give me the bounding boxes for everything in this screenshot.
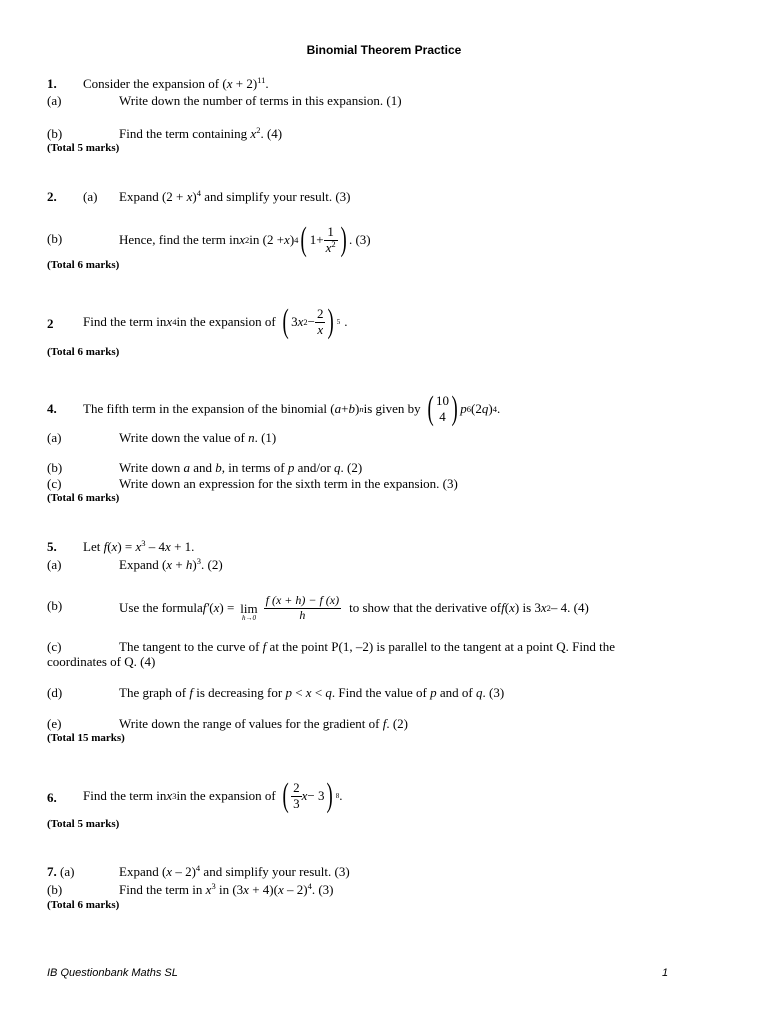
question-5b-label: (b) <box>47 598 63 613</box>
question-4a-text: Write down the value of n. (1) <box>119 430 277 445</box>
question-7a-text: Expand (x – 2)$^4$ and simplify your result. (3) <box>119 863 350 879</box>
question-4a-label: (a) <box>47 430 62 445</box>
question-7-total: (Total 6 marks) <box>47 899 120 911</box>
question-5b-text: Use the formula f′ ( x ) = lim h→0 $\frac{f (x + h) - f (x)}{h}$ to show that the derivative of f ( x ) is 3 x 2 – 4. (4) <box>119 592 589 622</box>
question-4-text: The fifth term in the expansion of the binomial ( a + b ) n is given by ( 10 4 ) p 6 (2 q ) 4 . <box>83 390 501 427</box>
question-4b-label: (b) <box>47 460 63 475</box>
right-paren: ) <box>328 303 335 340</box>
question-2b-label: (b) <box>47 231 63 246</box>
footer-source: IB Questionbank Maths SL <box>47 967 178 979</box>
question-4-total: (Total 6 marks) <box>47 492 120 504</box>
fraction: $\frac{1}{x^2}$ <box>325 223 336 255</box>
question-number: 4. <box>47 401 57 416</box>
question-5c-text: The tangent to the curve of f at the point P(1, –2) is parallel to the tangent at a point Q. Find the <box>119 639 616 654</box>
question-2a-label: (a) <box>83 189 98 204</box>
question-4b-text: Write down a and b, in terms of p and/or q. (2) <box>119 460 363 475</box>
question-1a-label: (a) <box>47 93 62 108</box>
question-5-stem: Let $f(x) = x^3 - 4x + 1$. <box>83 538 195 554</box>
left-paren: ( <box>427 390 434 427</box>
question-3-text: Find the term in x 4 in the expansion of ( 3 x 2 − $\frac{2}{x}$ ) 5 . <box>83 303 348 340</box>
limit: lim h→0 <box>240 601 258 622</box>
question-5d-label: (d) <box>47 685 63 700</box>
question-5c-label: (c) <box>47 639 62 654</box>
question-2a-text: Expand $(2 + x)^4$ and simplify your result. (3) <box>119 188 351 204</box>
question-2-total: (Total 6 marks) <box>47 259 120 271</box>
question-5a-text: Expand $(x + h)^3$. (2) <box>119 556 223 572</box>
question-1-text: Consider the expansion of $(x + 2)^{11}$. <box>83 75 269 91</box>
question-number: 2. <box>47 189 57 204</box>
difference-quotient: $\frac{f (x + h) - f (x)}{h}$ <box>265 592 340 622</box>
question-5e-label: (e) <box>47 716 62 731</box>
question-1b-text: Find the term containing $x^2$. (4) <box>119 125 283 141</box>
question-1b-label: (b) <box>47 126 63 141</box>
question-4c-label: (c) <box>47 476 62 491</box>
page-title: Binomial Theorem Practice <box>306 43 462 57</box>
binomial-coefficient: 10 4 <box>435 393 449 424</box>
question-7b-label: (b) <box>47 882 63 897</box>
question-2b-text: Hence, find the term in x 2 in (2 + x ) 4 ( 1+ $\frac{1}{x^2}$ ) . (3) <box>119 221 371 258</box>
question-5d-text: The graph of f is decreasing for p < x < q. Find the value of p and of q. (3) <box>119 685 505 700</box>
right-paren: ) <box>451 390 458 427</box>
question-6-text: Find the term in x 3 in the expansion of ( $\frac{2}{3}$ x − 3 ) 8 . <box>83 777 343 814</box>
question-6-total: (Total 5 marks) <box>47 818 120 830</box>
question-4c-text: Write down an expression for the sixth term in the expansion. (3) <box>119 476 458 491</box>
right-paren: ) <box>327 777 334 814</box>
question-1a-text: Write down the number of terms in this expansion. (1) <box>119 93 402 108</box>
question-3-total: (Total 6 marks) <box>47 346 120 358</box>
question-number: 1. <box>47 76 57 91</box>
question-7b-text: Find the term in $x^3$ in (3x + 4)(x – 2)$^4$. (3) <box>119 881 334 897</box>
question-5c-text-line2: coordinates of Q. (4) <box>47 654 156 669</box>
right-paren: ) <box>340 221 347 258</box>
fraction: $\frac{2}{3}$ <box>293 779 300 811</box>
fraction: $\frac{2}{x}$ <box>316 305 324 337</box>
question-number: 2 <box>47 316 54 331</box>
left-paren: ( <box>300 221 308 258</box>
question-1-total: (Total 5 marks) <box>47 142 120 154</box>
question-number: 5. <box>47 539 57 554</box>
left-paren: ( <box>282 303 289 340</box>
question-7a-label: 7. (a) <box>47 864 75 879</box>
page-number: 1 <box>662 967 669 979</box>
left-paren: ( <box>282 777 289 814</box>
question-5e-text: Write down the range of values for the gradient of f. (2) <box>119 716 409 731</box>
question-number: 6. <box>47 790 57 805</box>
question-1-stem <box>47 75 269 92</box>
question-5-total: (Total 15 marks) <box>47 732 125 744</box>
question-5a-label: (a) <box>47 557 62 572</box>
